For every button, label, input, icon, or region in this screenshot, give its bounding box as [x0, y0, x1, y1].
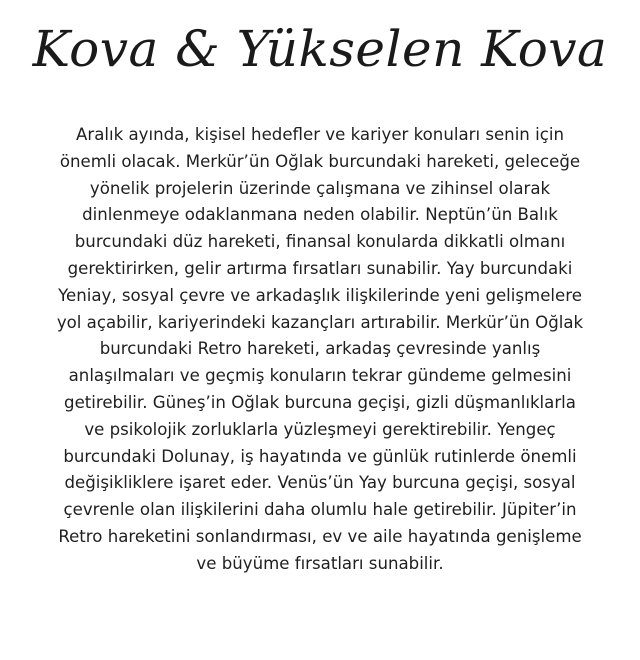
paragraph-line: burcundaki Retro hareketi, arkadaş çevresinde yanlış [99, 339, 541, 359]
paragraph-line: yol açabilir, kariyerindeki kazançları artırabilir. Merkür’ün Oğlak [56, 312, 584, 332]
page-title: Kova & Yükselen Kova [32, 20, 608, 78]
horoscope-paragraph [10, 122, 630, 578]
paragraph-line: değişikliklere işaret eder. Venüs’ün Yay burcuna geçişi, sosyal [64, 473, 576, 493]
paragraph-line: Aralık ayında, kişisel hedefler ve kariyer konuları senin için [76, 125, 564, 144]
paragraph-line: çevrenle olan ilişkilerini daha olumlu hale getirebilir. Jüpiter’in [63, 500, 577, 520]
paragraph-line: yönelik projelerin üzerinde çalışmana ve zihinsel olarak [89, 178, 551, 198]
paragraph-line: ve büyüme fırsatları sunabilir. [196, 553, 444, 573]
paragraph-line: Retro hareketini sonlandırması, ev ve aile hayatında genişleme [58, 526, 582, 546]
paragraph-line: burcundaki düz hareketi, finansal konularda dikkatli olmanı [74, 232, 566, 252]
paragraph-line: önemli olacak. Merkür’ün Oğlak burcundaki hareketi, geleceğe [59, 151, 581, 171]
paragraph-line: gerektirirken, gelir artırma fırsatları sunabilir. Yay burcundaki [67, 258, 573, 278]
paragraph-line: Yeniay, sosyal çevre ve arkadaşlık ilişkilerinde yeni gelişmelere [58, 285, 582, 305]
paragraph-line: ve psikolojik zorluklarla yüzleşmeyi gerektirebilir. Yengeç [84, 419, 556, 439]
paragraph-line: anlaşılmaları ve geçmiş konuların tekrar gündeme gelmesini [68, 366, 572, 386]
paragraph-line: burcundaki Dolunay, iş hayatında ve günlük rutinlerde önemli [63, 446, 577, 466]
paragraph-line: dinlenmeye odaklanmana neden olabilir. Neptün’ün Balık [82, 205, 558, 225]
paragraph-line: getirebilir. Güneş’in Oğlak burcuna geçişi, gizli düşmanlıklarla [64, 392, 576, 412]
